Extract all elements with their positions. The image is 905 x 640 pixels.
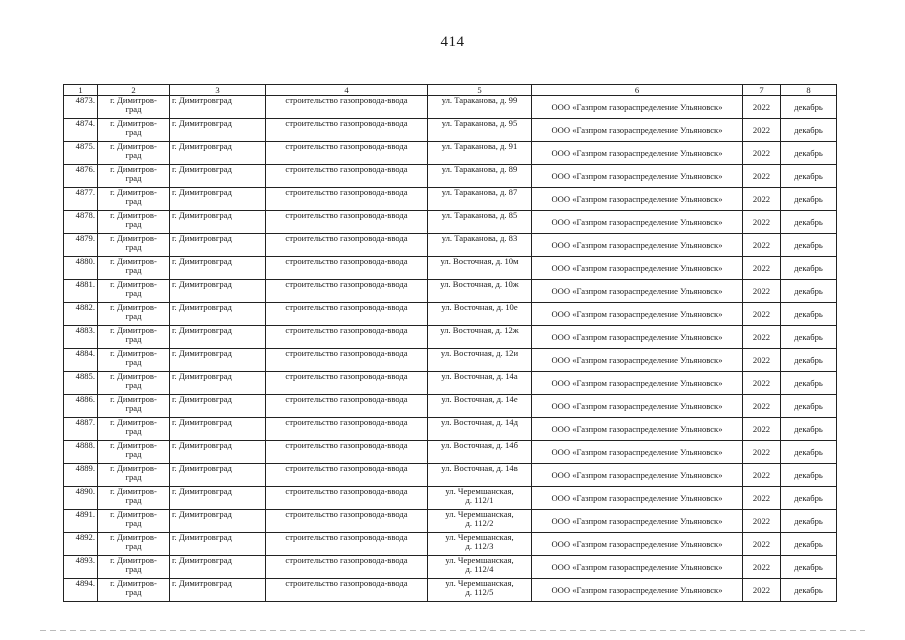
year-cell: 2022 — [743, 464, 781, 487]
column-header-8: 8 — [781, 85, 837, 96]
year-cell: 2022 — [743, 280, 781, 303]
locality-cell: г. Димитровград — [170, 96, 266, 119]
row-number: 4879. — [64, 234, 98, 257]
organization-cell: ООО «Газпром газораспределение Ульяновск» — [532, 234, 743, 257]
year-cell: 2022 — [743, 119, 781, 142]
column-header-3: 3 — [170, 85, 266, 96]
row-number: 4884. — [64, 349, 98, 372]
month-cell: декабрь — [781, 372, 837, 395]
organization-cell: ООО «Газпром газораспределение Ульяновск» — [532, 280, 743, 303]
work-type-cell: строительство газопровода-ввода — [266, 280, 428, 303]
municipality-cell: г. Димитров- град — [98, 556, 170, 579]
year-cell: 2022 — [743, 441, 781, 464]
month-cell: декабрь — [781, 556, 837, 579]
locality-cell: г. Димитровград — [170, 188, 266, 211]
row-number: 4889. — [64, 464, 98, 487]
year-cell: 2022 — [743, 487, 781, 510]
address-cell: ул. Тараканова, д. 89 — [428, 165, 532, 188]
year-cell: 2022 — [743, 234, 781, 257]
row-number: 4876. — [64, 165, 98, 188]
work-type-cell: строительство газопровода-ввода — [266, 96, 428, 119]
address-cell: ул. Восточная, д. 12и — [428, 349, 532, 372]
locality-cell: г. Димитровград — [170, 556, 266, 579]
year-cell: 2022 — [743, 96, 781, 119]
month-cell: декабрь — [781, 441, 837, 464]
scan-artifact-line — [40, 630, 865, 631]
organization-cell: ООО «Газпром газораспределение Ульяновск» — [532, 303, 743, 326]
table-header — [64, 85, 837, 96]
organization-cell: ООО «Газпром газораспределение Ульяновск» — [532, 165, 743, 188]
row-number: 4893. — [64, 556, 98, 579]
year-cell: 2022 — [743, 211, 781, 234]
work-type-cell: строительство газопровода-ввода — [266, 303, 428, 326]
month-cell: декабрь — [781, 418, 837, 441]
work-type-cell: строительство газопровода-ввода — [266, 556, 428, 579]
organization-cell: ООО «Газпром газораспределение Ульяновск» — [532, 142, 743, 165]
work-type-cell: строительство газопровода-ввода — [266, 211, 428, 234]
municipality-cell: г. Димитров- град — [98, 188, 170, 211]
address-cell: ул. Восточная, д. 14б — [428, 441, 532, 464]
row-number: 4883. — [64, 326, 98, 349]
work-type-cell: строительство газопровода-ввода — [266, 234, 428, 257]
locality-cell: г. Димитровград — [170, 579, 266, 602]
year-cell: 2022 — [743, 349, 781, 372]
locality-cell: г. Димитровград — [170, 326, 266, 349]
locality-cell: г. Димитровград — [170, 418, 266, 441]
year-cell: 2022 — [743, 533, 781, 556]
organization-cell: ООО «Газпром газораспределение Ульяновск» — [532, 510, 743, 533]
month-cell: декабрь — [781, 326, 837, 349]
table-row — [64, 533, 837, 556]
organization-cell: ООО «Газпром газораспределение Ульяновск» — [532, 326, 743, 349]
month-cell: декабрь — [781, 349, 837, 372]
row-number: 4880. — [64, 257, 98, 280]
row-number: 4892. — [64, 533, 98, 556]
work-type-cell: строительство газопровода-ввода — [266, 441, 428, 464]
year-cell: 2022 — [743, 165, 781, 188]
organization-cell: ООО «Газпром газораспределение Ульяновск» — [532, 119, 743, 142]
table-row — [64, 165, 837, 188]
municipality-cell: г. Димитров- град — [98, 441, 170, 464]
municipality-cell: г. Димитров- град — [98, 579, 170, 602]
municipality-cell: г. Димитров- град — [98, 510, 170, 533]
locality-cell: г. Димитровград — [170, 349, 266, 372]
month-cell: декабрь — [781, 211, 837, 234]
locality-cell: г. Димитровград — [170, 211, 266, 234]
year-cell: 2022 — [743, 188, 781, 211]
year-cell: 2022 — [743, 142, 781, 165]
organization-cell: ООО «Газпром газораспределение Ульяновск» — [532, 188, 743, 211]
work-type-cell: строительство газопровода-ввода — [266, 142, 428, 165]
row-number: 4885. — [64, 372, 98, 395]
organization-cell: ООО «Газпром газораспределение Ульяновск» — [532, 349, 743, 372]
municipality-cell: г. Димитров- град — [98, 349, 170, 372]
row-number: 4877. — [64, 188, 98, 211]
locality-cell: г. Димитровград — [170, 464, 266, 487]
table-row — [64, 464, 837, 487]
municipality-cell: г. Димитров- град — [98, 303, 170, 326]
address-cell: ул. Черемшанская, д. 112/2 — [428, 510, 532, 533]
table-row — [64, 372, 837, 395]
row-number: 4878. — [64, 211, 98, 234]
address-cell: ул. Тараканова, д. 95 — [428, 119, 532, 142]
municipality-cell: г. Димитров- град — [98, 395, 170, 418]
work-type-cell: строительство газопровода-ввода — [266, 533, 428, 556]
municipality-cell: г. Димитров- град — [98, 326, 170, 349]
address-cell: ул. Восточная, д. 14в — [428, 464, 532, 487]
year-cell: 2022 — [743, 556, 781, 579]
month-cell: декабрь — [781, 188, 837, 211]
table-row — [64, 257, 837, 280]
month-cell: декабрь — [781, 464, 837, 487]
work-type-cell: строительство газопровода-ввода — [266, 372, 428, 395]
locality-cell: г. Димитровград — [170, 142, 266, 165]
row-number: 4887. — [64, 418, 98, 441]
row-number: 4886. — [64, 395, 98, 418]
year-cell: 2022 — [743, 395, 781, 418]
address-cell: ул. Восточная, д. 14д — [428, 418, 532, 441]
month-cell: декабрь — [781, 119, 837, 142]
work-type-cell: строительство газопровода-ввода — [266, 119, 428, 142]
work-type-cell: строительство газопровода-ввода — [266, 579, 428, 602]
address-cell: ул. Черемшанская, д. 112/4 — [428, 556, 532, 579]
organization-cell: ООО «Газпром газораспределение Ульяновск» — [532, 395, 743, 418]
column-header-1: 1 — [64, 85, 98, 96]
month-cell: декабрь — [781, 234, 837, 257]
table-row — [64, 441, 837, 464]
organization-cell: ООО «Газпром газораспределение Ульяновск» — [532, 464, 743, 487]
month-cell: декабрь — [781, 510, 837, 533]
column-header-5: 5 — [428, 85, 532, 96]
address-cell: ул. Черемшанская, д. 112/1 — [428, 487, 532, 510]
year-cell: 2022 — [743, 510, 781, 533]
work-type-cell: строительство газопровода-ввода — [266, 326, 428, 349]
organization-cell: ООО «Газпром газораспределение Ульяновск» — [532, 418, 743, 441]
row-number: 4873. — [64, 96, 98, 119]
work-type-cell: строительство газопровода-ввода — [266, 418, 428, 441]
month-cell: декабрь — [781, 257, 837, 280]
table-row — [64, 510, 837, 533]
row-number: 4888. — [64, 441, 98, 464]
table-row — [64, 234, 837, 257]
locality-cell: г. Димитровград — [170, 303, 266, 326]
month-cell: декабрь — [781, 303, 837, 326]
row-number: 4881. — [64, 280, 98, 303]
municipality-cell: г. Димитров- град — [98, 211, 170, 234]
municipality-cell: г. Димитров- град — [98, 464, 170, 487]
locality-cell: г. Димитровград — [170, 234, 266, 257]
year-cell: 2022 — [743, 303, 781, 326]
municipality-cell: г. Димитров- град — [98, 234, 170, 257]
table-row — [64, 349, 837, 372]
month-cell: декабрь — [781, 487, 837, 510]
address-cell: ул. Восточная, д. 14а — [428, 372, 532, 395]
month-cell: декабрь — [781, 280, 837, 303]
locality-cell: г. Димитровград — [170, 257, 266, 280]
address-cell: ул. Тараканова, д. 85 — [428, 211, 532, 234]
address-cell: ул. Восточная, д. 10ж — [428, 280, 532, 303]
year-cell: 2022 — [743, 418, 781, 441]
municipality-cell: г. Димитров- град — [98, 165, 170, 188]
table-row — [64, 211, 837, 234]
table-body — [64, 96, 837, 602]
month-cell: декабрь — [781, 533, 837, 556]
address-cell: ул. Восточная, д. 12ж — [428, 326, 532, 349]
month-cell: декабрь — [781, 142, 837, 165]
year-cell: 2022 — [743, 257, 781, 280]
column-header-7: 7 — [743, 85, 781, 96]
organization-cell: ООО «Газпром газораспределение Ульяновск» — [532, 487, 743, 510]
month-cell: декабрь — [781, 579, 837, 602]
municipality-cell: г. Димитров- град — [98, 119, 170, 142]
row-number: 4874. — [64, 119, 98, 142]
locality-cell: г. Димитровград — [170, 395, 266, 418]
table-row — [64, 188, 837, 211]
locality-cell: г. Димитровград — [170, 119, 266, 142]
municipality-cell: г. Димитров- град — [98, 487, 170, 510]
municipality-cell: г. Димитров- град — [98, 142, 170, 165]
registry-table — [63, 84, 837, 602]
table-row — [64, 280, 837, 303]
address-cell: ул. Тараканова, д. 91 — [428, 142, 532, 165]
municipality-cell: г. Димитров- град — [98, 418, 170, 441]
locality-cell: г. Димитровград — [170, 280, 266, 303]
organization-cell: ООО «Газпром газораспределение Ульяновск» — [532, 556, 743, 579]
page-number: 414 — [440, 34, 465, 50]
table-row — [64, 142, 837, 165]
municipality-cell: г. Димитров- град — [98, 280, 170, 303]
locality-cell: г. Димитровград — [170, 165, 266, 188]
table-row — [64, 395, 837, 418]
municipality-cell: г. Димитров- град — [98, 96, 170, 119]
table-row — [64, 556, 837, 579]
header-row — [64, 85, 837, 96]
work-type-cell: строительство газопровода-ввода — [266, 510, 428, 533]
table-row — [64, 303, 837, 326]
address-cell: ул. Восточная, д. 10м — [428, 257, 532, 280]
address-cell: ул. Восточная, д. 10е — [428, 303, 532, 326]
address-cell: ул. Черемшанская, д. 112/5 — [428, 579, 532, 602]
locality-cell: г. Димитровград — [170, 441, 266, 464]
municipality-cell: г. Димитров- град — [98, 257, 170, 280]
column-header-4: 4 — [266, 85, 428, 96]
municipality-cell: г. Димитров- град — [98, 533, 170, 556]
organization-cell: ООО «Газпром газораспределение Ульяновск» — [532, 96, 743, 119]
work-type-cell: строительство газопровода-ввода — [266, 395, 428, 418]
row-number: 4894. — [64, 579, 98, 602]
column-header-2: 2 — [98, 85, 170, 96]
organization-cell: ООО «Газпром газораспределение Ульяновск» — [532, 211, 743, 234]
address-cell: ул. Черемшанская, д. 112/3 — [428, 533, 532, 556]
table-row — [64, 579, 837, 602]
organization-cell: ООО «Газпром газораспределение Ульяновск» — [532, 579, 743, 602]
locality-cell: г. Димитровград — [170, 510, 266, 533]
table-row — [64, 487, 837, 510]
municipality-cell: г. Димитров- град — [98, 372, 170, 395]
work-type-cell: строительство газопровода-ввода — [266, 257, 428, 280]
work-type-cell: строительство газопровода-ввода — [266, 464, 428, 487]
year-cell: 2022 — [743, 372, 781, 395]
year-cell: 2022 — [743, 579, 781, 602]
table-row — [64, 96, 837, 119]
row-number: 4875. — [64, 142, 98, 165]
organization-cell: ООО «Газпром газораспределение Ульяновск» — [532, 533, 743, 556]
locality-cell: г. Димитровград — [170, 372, 266, 395]
month-cell: декабрь — [781, 395, 837, 418]
column-header-6: 6 — [532, 85, 743, 96]
organization-cell: ООО «Газпром газораспределение Ульяновск» — [532, 257, 743, 280]
locality-cell: г. Димитровград — [170, 487, 266, 510]
address-cell: ул. Тараканова, д. 99 — [428, 96, 532, 119]
organization-cell: ООО «Газпром газораспределение Ульяновск» — [532, 372, 743, 395]
row-number: 4882. — [64, 303, 98, 326]
locality-cell: г. Димитровград — [170, 533, 266, 556]
table-row — [64, 326, 837, 349]
work-type-cell: строительство газопровода-ввода — [266, 349, 428, 372]
year-cell: 2022 — [743, 326, 781, 349]
organization-cell: ООО «Газпром газораспределение Ульяновск» — [532, 441, 743, 464]
row-number: 4891. — [64, 510, 98, 533]
work-type-cell: строительство газопровода-ввода — [266, 188, 428, 211]
address-cell: ул. Восточная, д. 14е — [428, 395, 532, 418]
month-cell: декабрь — [781, 96, 837, 119]
work-type-cell: строительство газопровода-ввода — [266, 487, 428, 510]
address-cell: ул. Тараканова, д. 83 — [428, 234, 532, 257]
table-row — [64, 418, 837, 441]
address-cell: ул. Тараканова, д. 87 — [428, 188, 532, 211]
work-type-cell: строительство газопровода-ввода — [266, 165, 428, 188]
table-row — [64, 119, 837, 142]
month-cell: декабрь — [781, 165, 837, 188]
row-number: 4890. — [64, 487, 98, 510]
